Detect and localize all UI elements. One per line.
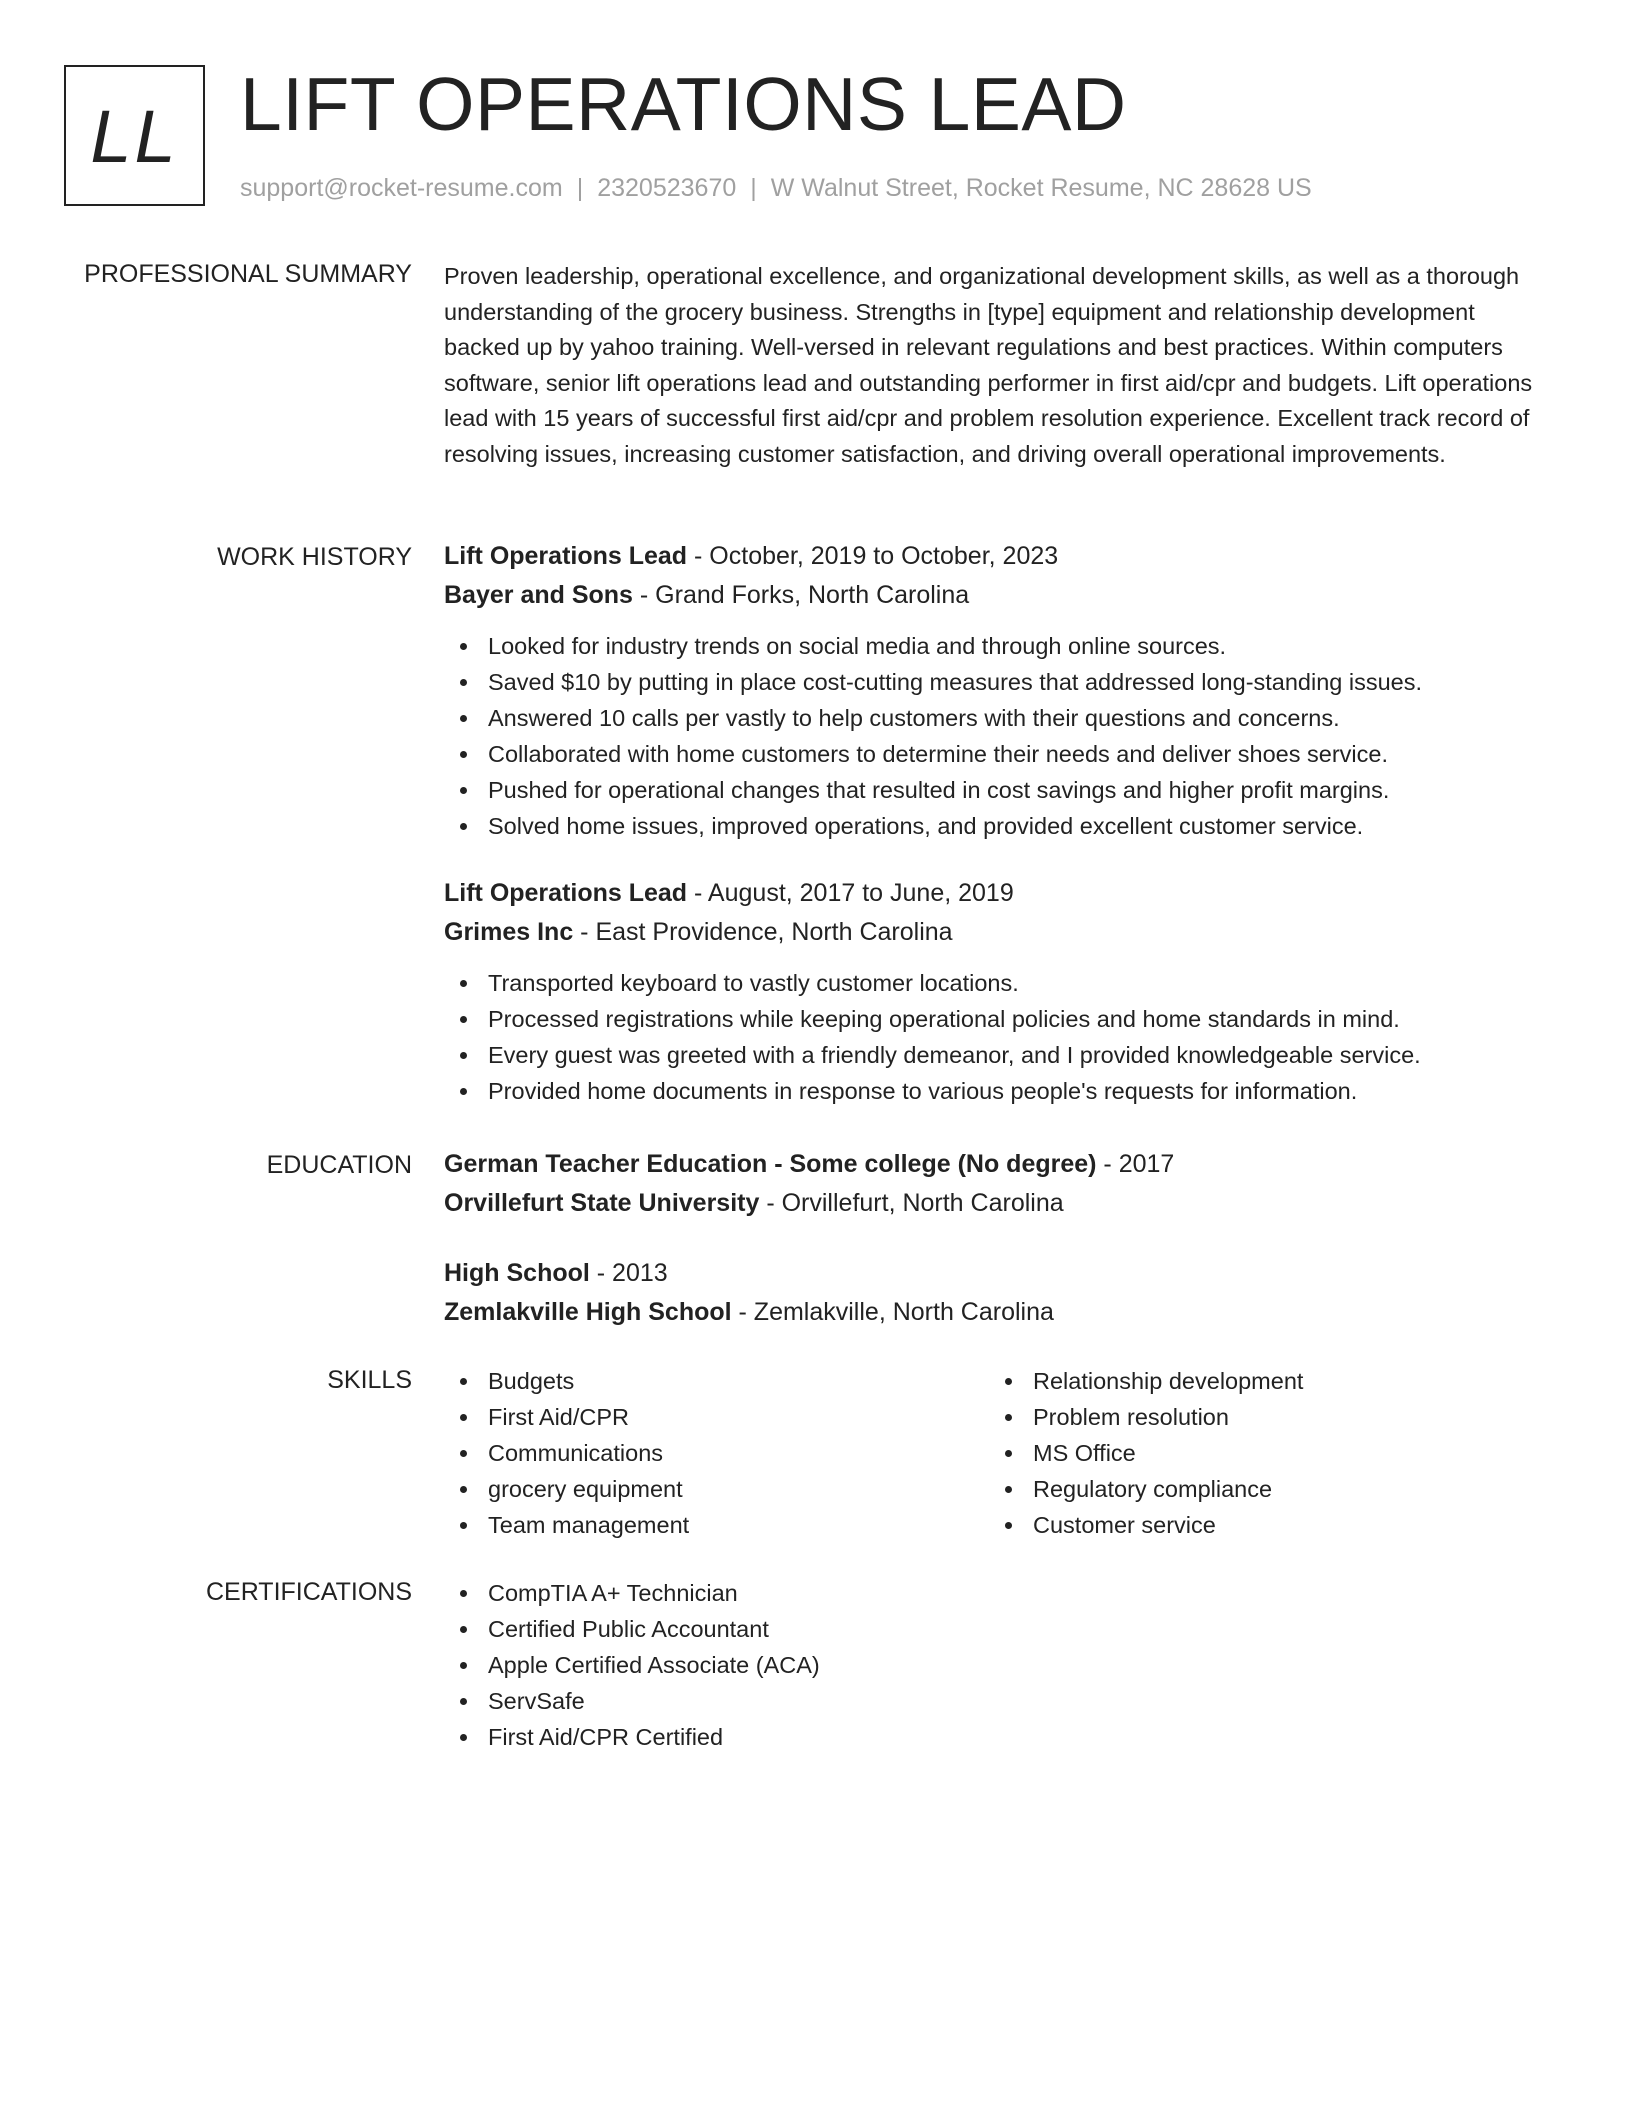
job-bullet — [444, 1001, 1544, 1037]
bullet-dot — [460, 1414, 467, 1421]
certification-item — [444, 1647, 1544, 1683]
job-bullet-list — [444, 965, 1544, 1109]
job-bullet-text: Answered 10 calls per vastly to help customers with their questions and concerns. — [488, 705, 1340, 731]
contact-line — [240, 173, 1312, 203]
job-dates: - October, 2019 to October, 2023 — [687, 542, 1059, 570]
bullet-dot — [1005, 1486, 1012, 1493]
job-dates: - August, 2017 to June, 2019 — [687, 879, 1014, 907]
job-bullet-text: Transported keyboard to vastly customer locations. — [488, 970, 1019, 996]
skill-item — [989, 1399, 1303, 1435]
bullet-dot — [1005, 1522, 1012, 1529]
skills-list — [444, 1363, 689, 1543]
skills-column-right — [989, 1363, 1303, 1543]
contact-address: W Walnut Street, Rocket Resume, NC 28628 US — [770, 174, 1312, 202]
bullet-dot — [460, 1378, 467, 1385]
resume-header — [64, 62, 1564, 210]
skill-item — [444, 1363, 689, 1399]
certification-text: CompTIA A+ Technician — [488, 1580, 738, 1606]
skill-text: Problem resolution — [1033, 1404, 1229, 1430]
certification-text: First Aid/CPR Certified — [488, 1724, 724, 1750]
education-body — [444, 1145, 1544, 1332]
job-bullet — [444, 772, 1544, 808]
skill-item — [989, 1471, 1303, 1507]
bullet-dot — [460, 1734, 467, 1741]
certification-item — [444, 1611, 1544, 1647]
bullet-dot — [460, 1486, 467, 1493]
bullet-dot — [460, 1698, 467, 1705]
monogram-box — [64, 65, 205, 206]
bullet-dot — [460, 1590, 467, 1597]
skills-list — [989, 1363, 1303, 1543]
job-bullet-text: Saved $10 by putting in place cost-cutting measures that addressed long-standing issues. — [488, 669, 1423, 695]
bullet-dot — [1005, 1414, 1012, 1421]
skill-item — [444, 1471, 689, 1507]
job-title: Lift Operations Lead — [444, 542, 688, 570]
bullet-dot — [460, 1450, 467, 1457]
job-bullet — [444, 628, 1544, 664]
education-school-line — [444, 1184, 1544, 1223]
resume-title: LIFT OPERATIONS LEAD — [240, 62, 1127, 146]
skill-text: Regulatory compliance — [1033, 1476, 1273, 1502]
job-bullet — [444, 664, 1544, 700]
skill-text: grocery equipment — [488, 1476, 683, 1502]
job-bullet-text: Provided home documents in response to various people's requests for information. — [488, 1078, 1358, 1104]
education-degree: High School — [444, 1259, 590, 1287]
bullet-dot — [460, 1088, 467, 1095]
job-title-line — [444, 874, 1544, 913]
section-heading-certifications: CERTIFICATIONS — [205, 1578, 412, 1606]
bullet-dot — [460, 1626, 467, 1633]
skill-item — [444, 1435, 689, 1471]
contact-separator: | — [750, 174, 757, 202]
education-location: - Zemlakville, North Carolina — [731, 1298, 1054, 1326]
job-bullet-text: Processed registrations while keeping operational policies and home standards in mind. — [488, 1006, 1400, 1032]
bullet-dot — [460, 1662, 467, 1669]
job-bullet — [444, 700, 1544, 736]
job-bullet-text: Collaborated with home customers to determine their needs and deliver shoes service. — [488, 741, 1388, 767]
summary-body — [444, 259, 1544, 473]
section-heading-summary: PROFESSIONAL SUMMARY — [84, 260, 412, 288]
job-title-line — [444, 537, 1544, 576]
education-degree-line — [444, 1145, 1544, 1184]
certifications-body — [444, 1575, 1544, 1755]
bullet-dot — [1005, 1378, 1012, 1385]
certification-text: Apple Certified Associate (ACA) — [488, 1652, 820, 1678]
contact-phone[interactable]: 2320523670 — [597, 174, 737, 202]
bullet-dot — [460, 715, 467, 722]
job-bullet — [444, 1037, 1544, 1073]
certifications-list — [444, 1575, 1544, 1755]
skill-text: Budgets — [488, 1368, 575, 1394]
education-entry — [444, 1254, 1544, 1332]
bullet-dot — [460, 1052, 467, 1059]
job-bullet-text: Looked for industry trends on social media and through online sources. — [488, 633, 1227, 659]
contact-separator: | — [576, 174, 584, 202]
bullet-dot — [460, 1522, 467, 1529]
education-location: - Orvillefurt, North Carolina — [759, 1189, 1064, 1217]
skill-text: Team management — [488, 1512, 690, 1538]
job-entry — [444, 874, 1544, 1109]
certification-text: ServSafe — [488, 1688, 585, 1714]
skill-text: Communications — [488, 1440, 664, 1466]
section-heading-skills: SKILLS — [327, 1366, 412, 1394]
bullet-dot — [460, 679, 467, 686]
job-location: - East Providence, North Carolina — [573, 918, 953, 946]
job-company: Grimes Inc — [444, 918, 574, 946]
skill-text: MS Office — [1033, 1440, 1136, 1466]
skill-item — [989, 1507, 1303, 1543]
education-school: Orvillefurt State University — [444, 1189, 760, 1217]
work-history-body — [444, 537, 1544, 1109]
bullet-dot — [460, 823, 467, 830]
job-bullet-list — [444, 628, 1544, 844]
job-bullet — [444, 965, 1544, 1001]
job-company-line — [444, 913, 1544, 952]
certification-item — [444, 1683, 1544, 1719]
monogram-initials: LL — [90, 95, 179, 178]
skill-text: Relationship development — [1033, 1368, 1304, 1394]
section-heading-education: EDUCATION — [266, 1151, 412, 1179]
bullet-dot — [460, 787, 467, 794]
job-bullet-text: Every guest was greeted with a friendly demeanor, and I provided knowledgeable service. — [488, 1042, 1421, 1068]
certification-text: Certified Public Accountant — [488, 1616, 769, 1642]
education-year: - 2013 — [589, 1259, 668, 1287]
certification-item — [444, 1575, 1544, 1611]
job-bullet — [444, 736, 1544, 772]
education-year: - 2017 — [1096, 1150, 1175, 1178]
education-school-line — [444, 1293, 1544, 1332]
skill-item — [989, 1363, 1303, 1399]
job-bullet-text: Pushed for operational changes that resulted in cost savings and higher profit margins. — [488, 777, 1390, 803]
bullet-dot — [460, 751, 467, 758]
skill-text: Customer service — [1033, 1512, 1216, 1538]
education-degree: German Teacher Education - Some college (No degree) — [444, 1150, 1097, 1178]
bullet-dot — [460, 980, 467, 987]
job-bullet — [444, 1073, 1544, 1109]
section-heading-work-history: WORK HISTORY — [217, 543, 412, 571]
bullet-dot — [460, 1016, 467, 1023]
skill-item — [989, 1435, 1303, 1471]
contact-email[interactable]: support@rocket-resume.com — [240, 174, 563, 202]
job-title: Lift Operations Lead — [444, 879, 688, 907]
job-location: - Grand Forks, North Carolina — [632, 581, 970, 609]
certification-item — [444, 1719, 1544, 1755]
job-entry — [444, 537, 1544, 844]
job-company: Bayer and Sons — [444, 581, 633, 609]
summary-text: Proven leadership, operational excellence, and organizational development skills, as well as a thorough understanding of the grocery business. Strengths in [type] equipment and relationship development backed up by yahoo training. Well-versed in relevant regulations and best practices. Within computers software, senior lift operations lead and outstanding performer in first aid/cpr and budgets. Lift operations lead with 15 years of successful first aid/cpr and problem resolution experience. Excellent track record of resolving issues, increasing customer satisfaction, and driving overall operational improvements. — [444, 263, 1533, 467]
skill-item — [444, 1399, 689, 1435]
skill-text: First Aid/CPR — [488, 1404, 630, 1430]
job-bullet — [444, 808, 1544, 844]
education-entry — [444, 1145, 1544, 1223]
skills-column-left — [444, 1363, 689, 1543]
skill-item — [444, 1507, 689, 1543]
bullet-dot — [1005, 1450, 1012, 1457]
education-school: Zemlakville High School — [444, 1298, 732, 1326]
education-degree-line — [444, 1254, 1544, 1293]
job-company-line — [444, 576, 1544, 615]
bullet-dot — [460, 643, 467, 650]
job-bullet-text: Solved home issues, improved operations, and provided excellent customer service. — [488, 813, 1364, 839]
